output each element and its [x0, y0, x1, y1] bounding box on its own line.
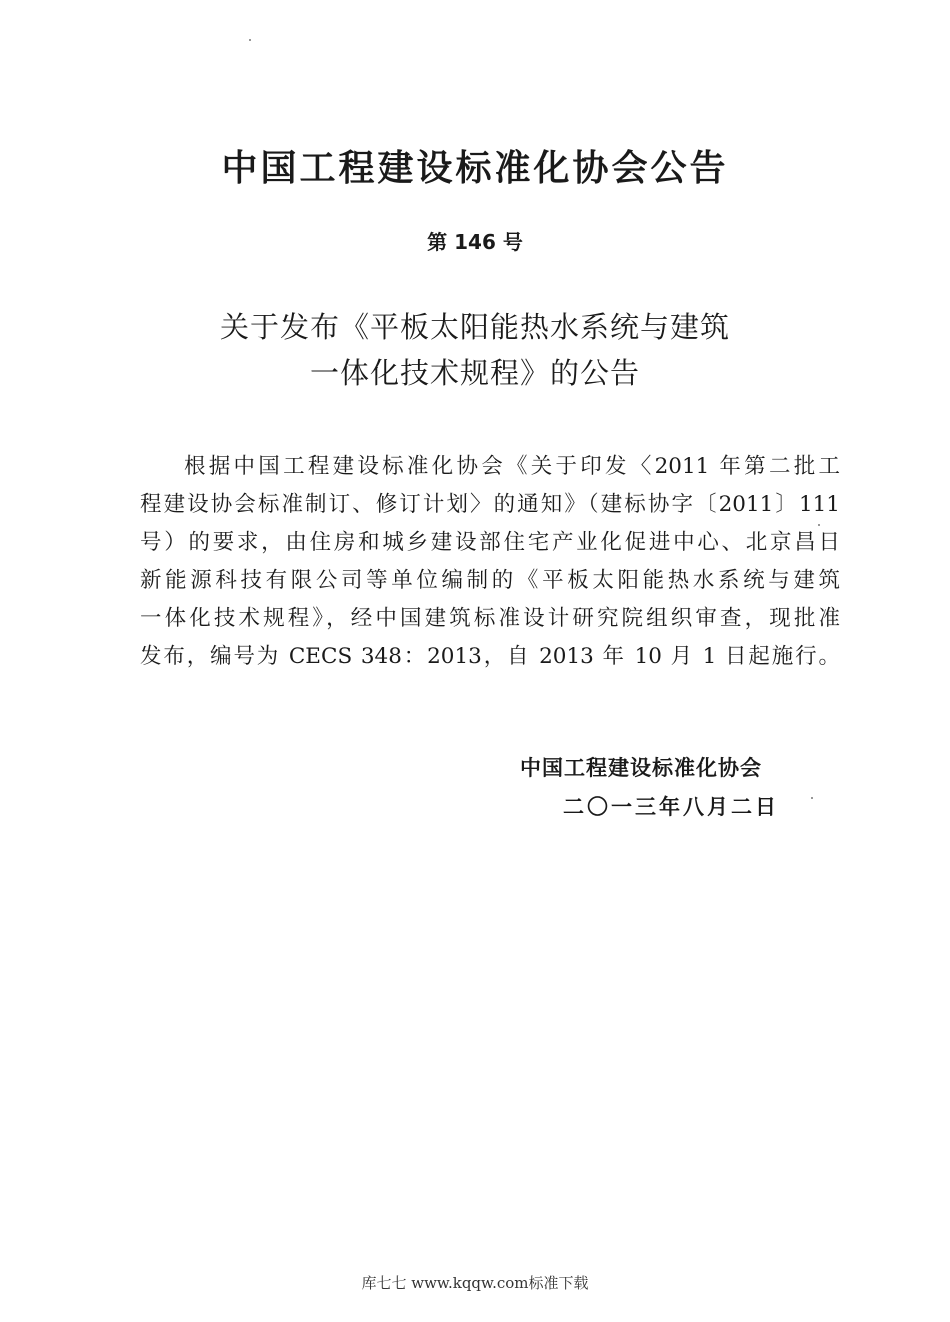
announcement-subject-line-2: 一体化技术规程》的公告	[309, 356, 640, 390]
body-paragraph-line-4: 新能源科技有限公司等单位编制的《平板太阳能热水系统与建筑	[140, 568, 840, 593]
footer-watermark: 库七七 www.kqqw.com标准下载	[361, 1274, 589, 1292]
signature-organization: 中国工程建设标准化协会	[520, 756, 762, 780]
signature-date: 二〇一三年八月二日	[563, 795, 779, 819]
scan-speck	[818, 524, 820, 526]
body-paragraph-line-1: 根据中国工程建设标准化协会《关于印发〈2011 年第二批工	[184, 454, 840, 479]
body-paragraph-line-6: 发布，编号为 CECS 348：2013，自 2013 年 10 月 1 日起施行。	[140, 644, 840, 669]
scan-speck	[811, 797, 813, 799]
body-paragraph-line-3: 号）的要求，由住房和城乡建设部住宅产业化促进中心、北京昌日	[140, 530, 840, 555]
body-paragraph-line-5: 一体化技术规程》，经中国建筑标准设计研究院组织审查，现批准	[140, 606, 840, 631]
announcement-number: 第 146 号	[427, 230, 523, 254]
announcement-title: 中国工程建设标准化协会公告	[221, 148, 729, 189]
scan-speck	[249, 39, 251, 41]
announcement-subject-line-1: 关于发布《平板太阳能热水系统与建筑	[219, 310, 730, 344]
body-paragraph-line-2: 程建设协会标准制订、修订计划〉的通知》（建标协字〔2011〕111	[140, 492, 840, 517]
